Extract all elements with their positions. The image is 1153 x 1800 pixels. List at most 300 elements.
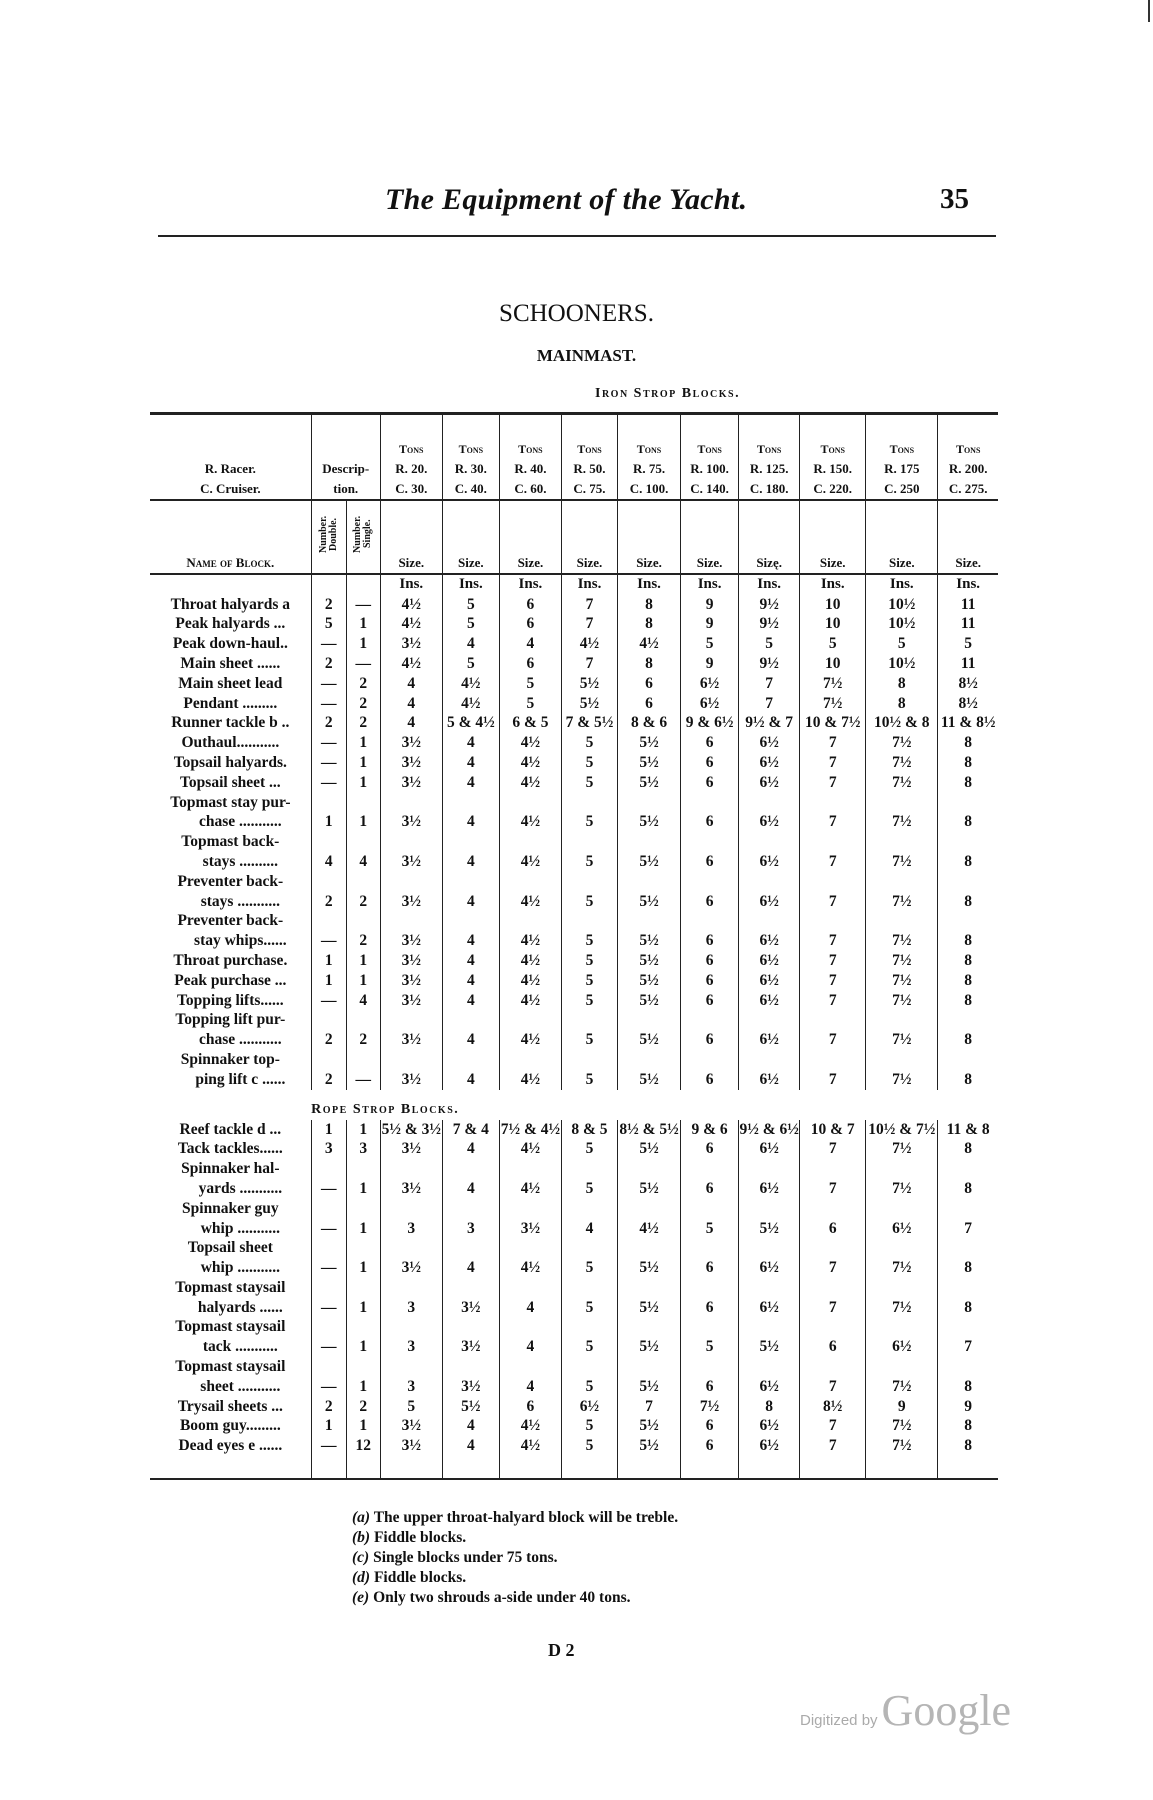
tons-label: Tons: [697, 441, 722, 456]
size-value: 8: [739, 1397, 800, 1417]
number-double: 2: [311, 872, 346, 912]
size-value: 6½: [739, 1416, 800, 1436]
table-row: [150, 694, 998, 714]
number-double: 2: [311, 713, 346, 733]
size-value: 4½: [499, 1010, 561, 1050]
size-value: 4½: [442, 694, 499, 714]
size-value: 6: [681, 1436, 739, 1456]
size-value: 8: [938, 1010, 998, 1050]
size-value: 7: [561, 654, 617, 674]
number-single: 2: [346, 713, 380, 733]
size-value: 4½: [499, 793, 561, 833]
size-value: 11 & 8: [938, 1120, 998, 1140]
number-single: 1: [346, 1159, 380, 1199]
table-row: [150, 634, 998, 654]
number-single: 1: [346, 634, 380, 654]
size-value: 5½: [618, 951, 681, 971]
size-value: 3½: [380, 991, 442, 1011]
empty-cell: [499, 1456, 561, 1479]
empty-cell: [346, 1456, 380, 1479]
legend-racer: R. Racer.: [204, 461, 256, 477]
size-value: 11: [938, 654, 998, 674]
size-value: 9½ & 7: [739, 713, 800, 733]
size-value: 8½ & 5½: [619, 1120, 679, 1138]
size-value: 5½: [618, 911, 681, 951]
legend-header: [150, 414, 311, 501]
tonnage-header: [442, 414, 499, 501]
empty-cell: [800, 1456, 866, 1479]
tonnage-header: [618, 414, 681, 501]
size-value: 7: [739, 694, 800, 714]
size-value: 4½: [499, 1050, 561, 1090]
size-value: 3½: [380, 911, 442, 951]
block-name-line: Topmast staysail: [175, 1278, 286, 1296]
racer-tonnage: R. 175: [884, 461, 920, 477]
size-value: 6 & 5: [499, 713, 561, 733]
size-value: 3: [380, 1278, 442, 1318]
size-value: 4½: [499, 991, 561, 1011]
size-value: 8: [938, 911, 998, 951]
size-value: 7: [800, 1010, 866, 1050]
size-value: 7: [800, 991, 866, 1011]
size-value: 3½: [380, 971, 442, 991]
size-value: 8½: [800, 1397, 866, 1417]
block-name: [150, 1357, 311, 1397]
number-double: 2: [311, 1050, 346, 1090]
block-name: [150, 1050, 311, 1090]
block-name: [150, 793, 311, 833]
size-value: 8: [866, 694, 938, 714]
number-double: 2: [311, 654, 346, 674]
size-value: 5½: [618, 1436, 681, 1456]
block-name-line: Runner tackle b ..: [171, 714, 290, 732]
block-name-line: stay whips......: [194, 932, 287, 950]
number-double: —: [311, 694, 346, 714]
number-single: 2: [346, 694, 380, 714]
size-value: 3½: [380, 1436, 442, 1456]
size-value: 5: [442, 595, 499, 615]
tons-label: Tons: [955, 441, 981, 456]
size-value: 4½: [618, 1199, 681, 1239]
size-value: 7½: [866, 991, 938, 1011]
size-header: Size.: [380, 500, 442, 574]
block-name: [150, 1159, 311, 1199]
size-value: 7: [561, 595, 617, 615]
block-name-line: Spinnaker guy: [182, 1199, 279, 1217]
footnotes: [352, 1508, 678, 1608]
number-single: 1: [346, 971, 380, 991]
size-value: 6½: [866, 1317, 938, 1357]
size-value: 7½: [866, 1159, 938, 1199]
size-value: 3½: [380, 951, 442, 971]
block-name: [150, 911, 311, 951]
size-value: 3½: [380, 1238, 442, 1278]
rope-strop-row: [150, 1090, 998, 1120]
unit-label: Ins.: [681, 574, 739, 595]
size-value: 5: [561, 733, 617, 753]
racer-tonnage: R. 150.: [813, 461, 853, 477]
size-value: 6: [681, 1159, 739, 1199]
size-value: 7: [739, 674, 800, 694]
tonnage-header: [380, 414, 442, 501]
block-name-line: Topsail sheet: [187, 1239, 273, 1257]
tonnage-header: [739, 414, 800, 501]
number-double: —: [311, 773, 346, 793]
size-value: 4½: [499, 753, 561, 773]
size-value: 4: [380, 694, 442, 714]
number-double: —: [311, 1159, 346, 1199]
number-double: —: [311, 1436, 346, 1456]
footnote-text: The upper throat-halyard block will be treble.: [373, 1509, 679, 1526]
size-value: 9½ & 6½: [739, 1120, 799, 1138]
block-name-line: Throat halyards a: [170, 595, 291, 613]
table-row: [150, 1436, 998, 1456]
size-value: 3½: [380, 1139, 442, 1159]
size-value: 6: [681, 951, 739, 971]
size-value: 4: [442, 1436, 499, 1456]
size-value: 7½: [866, 1238, 938, 1278]
size-value: 5: [499, 674, 561, 694]
tons-label: Tons: [577, 441, 602, 456]
size-value: 3½: [380, 634, 442, 654]
size-value: 6: [800, 1317, 866, 1357]
running-title: The Equipment of the Yacht.: [385, 183, 748, 216]
size-value: 8: [618, 654, 681, 674]
size-value: 4: [442, 773, 499, 793]
size-value: 5½: [618, 773, 681, 793]
number-single: 1: [346, 614, 380, 634]
size-value: 5½: [739, 1317, 800, 1357]
size-value: 4: [442, 971, 499, 991]
size-value: 4½: [499, 733, 561, 753]
size-value: 10: [800, 614, 866, 634]
size-value: 4½: [499, 872, 561, 912]
size-value: 5: [681, 1199, 739, 1239]
subsection-title: MAINMAST.: [536, 346, 637, 365]
number-double: 1: [311, 951, 346, 971]
number-single: 1: [346, 951, 380, 971]
racer-tonnage: R. 50.: [573, 461, 606, 477]
table-row: [150, 872, 998, 912]
footnote-key: (d): [352, 1569, 371, 1586]
block-name-line: Outhaul...........: [181, 734, 280, 752]
size-value: 6½: [739, 951, 800, 971]
size-header: Sizę.: [739, 500, 800, 574]
size-value: 5½: [618, 1357, 681, 1397]
tons-label: Tons: [458, 441, 484, 456]
block-name-line: Peak purchase ...: [174, 971, 287, 989]
number-double: —: [311, 911, 346, 951]
size-value: 7: [800, 971, 866, 991]
size-value: 6: [499, 614, 561, 634]
size-value: 5½: [618, 1238, 681, 1278]
size-value: 11: [938, 614, 998, 634]
size-value: 9: [938, 1397, 998, 1417]
table-row: [150, 733, 998, 753]
size-value: 8: [938, 832, 998, 872]
table-row: [150, 773, 998, 793]
blocks-table: [150, 412, 998, 1480]
footnote: [352, 1568, 678, 1588]
cruiser-tonnage: C. 250: [884, 481, 920, 497]
size-value: 4: [442, 634, 499, 654]
tonnage-header: [866, 414, 938, 501]
size-value: 10: [800, 595, 866, 615]
size-value: 7: [938, 1199, 998, 1239]
block-name: [150, 733, 311, 753]
size-value: 8: [938, 1050, 998, 1090]
size-value: 7½: [866, 951, 938, 971]
size-value: 7½: [866, 832, 938, 872]
number-single: 2: [346, 872, 380, 912]
number-single: 1: [346, 1317, 380, 1357]
size-value: 4: [442, 1416, 499, 1436]
size-value: 3½: [380, 793, 442, 833]
size-value: 3½: [442, 1278, 499, 1318]
footnote-text: Single blocks under 75 tons.: [373, 1549, 558, 1566]
block-name-line: Topmast staysail: [175, 1358, 286, 1376]
size-value: 5½: [618, 793, 681, 833]
size-value: 9: [866, 1397, 938, 1417]
size-value: 7: [800, 1416, 866, 1436]
size-value: 10 & 7½: [800, 713, 866, 733]
footnote: [352, 1588, 678, 1608]
size-value: 7½: [800, 694, 866, 714]
block-name-line: Peak halyards ...: [175, 615, 286, 633]
table-row: [150, 1199, 998, 1239]
table-row: [150, 595, 998, 615]
size-value: 5½: [618, 872, 681, 912]
size-value: 6: [681, 773, 739, 793]
size-value: 6: [618, 694, 681, 714]
size-value: 7: [800, 1357, 866, 1397]
size-value: 4: [442, 1139, 499, 1159]
section-title: SCHOONERS.: [499, 300, 654, 327]
size-value: 5: [739, 634, 800, 654]
block-name: [150, 1010, 311, 1050]
size-value: 4½: [499, 1416, 561, 1436]
size-value: 5½: [618, 991, 681, 1011]
block-name: [150, 991, 311, 1011]
number-single: 3: [346, 1139, 380, 1159]
block-name-line: stays ...........: [200, 892, 280, 910]
unit-label: Ins.: [866, 574, 938, 595]
empty-cell: [938, 1456, 998, 1479]
size-value: 4: [499, 1357, 561, 1397]
block-name-line: Topsail sheet ...: [180, 773, 281, 791]
size-value: 4: [499, 1317, 561, 1357]
number-single: 2: [346, 1010, 380, 1050]
cruiser-tonnage: C. 75.: [573, 481, 606, 497]
size-value: 8 & 6: [618, 713, 681, 733]
number-single: 1: [346, 1199, 380, 1239]
size-value: 7½: [866, 1010, 938, 1050]
size-value: 9: [681, 654, 739, 674]
size-value: 4½: [618, 634, 681, 654]
size-value: 3½: [380, 1010, 442, 1050]
number-single: 12: [346, 1436, 380, 1456]
cruiser-tonnage: C. 60.: [514, 481, 547, 497]
block-name-line: Peak down-haul..: [172, 635, 288, 653]
size-value: 4: [499, 1278, 561, 1318]
number-double: 1: [311, 793, 346, 833]
size-value: 6: [499, 654, 561, 674]
size-value: 8: [938, 1238, 998, 1278]
size-value: 7: [800, 1238, 866, 1278]
watermark-prefix: Digitized by: [800, 1712, 878, 1729]
block-name-line: yards ...........: [198, 1179, 283, 1197]
size-value: 7: [561, 614, 617, 634]
size-header: Size.: [866, 500, 938, 574]
table-row: [150, 1139, 998, 1159]
size-value: 3½: [380, 753, 442, 773]
size-value: 4: [442, 733, 499, 753]
size-value: 5: [681, 634, 739, 654]
table-row: [150, 1010, 998, 1050]
size-value: 8: [938, 793, 998, 833]
size-value: 8: [938, 971, 998, 991]
size-value: 5: [561, 1436, 617, 1456]
empty-cell: [380, 1456, 442, 1479]
unit-label: Ins.: [800, 574, 866, 595]
footnote-text: Only two shrouds a-side under 40 tons.: [373, 1589, 631, 1606]
tonnage-header: [681, 414, 739, 501]
size-header: Size.: [442, 500, 499, 574]
size-value: 4: [380, 713, 442, 733]
size-value: 10: [800, 654, 866, 674]
size-value: 6½: [866, 1199, 938, 1239]
size-value: 3½: [380, 1050, 442, 1090]
table-row: [150, 674, 998, 694]
size-value: 7: [800, 733, 866, 753]
size-value: 7½: [866, 1050, 938, 1090]
block-name-line: Reef tackle d ...: [179, 1120, 282, 1138]
size-value: 5½: [618, 832, 681, 872]
size-value: 4: [442, 793, 499, 833]
size-value: 6½: [739, 872, 800, 912]
size-value: 3½: [380, 733, 442, 753]
size-value: 6½: [739, 911, 800, 951]
cruiser-tonnage: C. 275.: [948, 481, 988, 497]
scan-edge-mark: [1148, 0, 1150, 22]
block-name: [150, 1278, 311, 1318]
block-name-line: chase ...........: [199, 813, 282, 831]
size-value: 5: [561, 951, 617, 971]
size-value: 4: [380, 674, 442, 694]
number-single: 2: [346, 911, 380, 951]
size-value: 5½: [618, 1010, 681, 1050]
block-name: [150, 773, 311, 793]
size-value: 5: [561, 1317, 617, 1357]
size-value: 7: [800, 793, 866, 833]
size-value: 10½: [866, 614, 938, 634]
table-row: [150, 614, 998, 634]
size-value: 5: [442, 654, 499, 674]
tons-label: Tons: [756, 441, 782, 456]
block-name-line: Topsail halyards.: [173, 753, 287, 771]
size-value: 7½: [866, 1416, 938, 1436]
size-value: 6: [681, 1139, 739, 1159]
block-name: [150, 872, 311, 912]
size-value: 6½: [739, 1357, 800, 1397]
size-value: 7½: [866, 911, 938, 951]
name-cell: [150, 1090, 311, 1120]
block-name-line: sheet ...........: [200, 1377, 281, 1395]
size-value: 3½: [380, 872, 442, 912]
size-value: 6: [681, 1416, 739, 1436]
size-value: 4½: [499, 911, 561, 951]
size-value: 8: [938, 1416, 998, 1436]
block-name-line: chase ...........: [199, 1031, 282, 1049]
number-double-header: [311, 500, 346, 574]
number-double: —: [311, 733, 346, 753]
size-value: 6½: [739, 1010, 800, 1050]
size-value: 6: [681, 1278, 739, 1318]
unit-label: Ins.: [442, 574, 499, 595]
number-single: 2: [346, 1397, 380, 1417]
number-single: —: [346, 595, 380, 615]
size-value: 7: [800, 1436, 866, 1456]
size-header: Size.: [618, 500, 681, 574]
size-value: 9 & 6: [681, 1120, 739, 1140]
size-value: 6: [681, 1050, 739, 1090]
footnote-text: Fiddle blocks.: [373, 1529, 467, 1546]
block-name-line: stays ..........: [202, 852, 279, 870]
number-single: 4: [346, 832, 380, 872]
size-value: 5: [681, 1317, 739, 1357]
size-value: 8: [938, 872, 998, 912]
size-value: 8: [618, 595, 681, 615]
size-value: 5: [561, 911, 617, 951]
size-value: 5: [561, 1050, 617, 1090]
size-value: 5: [561, 1010, 617, 1050]
size-value: 5: [561, 1416, 617, 1436]
block-name: [150, 1120, 311, 1140]
size-value: 6½: [739, 773, 800, 793]
block-name: [150, 1436, 311, 1456]
size-value: 4: [442, 832, 499, 872]
size-value: 7½ & 4½: [500, 1120, 561, 1138]
footnote: [352, 1508, 678, 1528]
size-value: 4½: [380, 614, 442, 634]
size-value: 5: [499, 694, 561, 714]
size-value: 3: [442, 1199, 499, 1239]
footnote: [352, 1528, 678, 1548]
size-value: 5½: [739, 1199, 800, 1239]
size-value: 8: [938, 1278, 998, 1318]
size-value: 9: [681, 595, 739, 615]
size-value: 4½: [499, 1436, 561, 1456]
footnote-key: (b): [352, 1529, 371, 1546]
size-value: 5½: [618, 1139, 681, 1159]
size-value: 5: [561, 793, 617, 833]
size-value: 4: [442, 951, 499, 971]
racer-tonnage: R. 30.: [454, 461, 487, 477]
cruiser-tonnage: C. 180.: [749, 481, 789, 497]
size-value: 5: [561, 753, 617, 773]
size-value: 4½: [499, 832, 561, 872]
number-double: —: [311, 753, 346, 773]
tons-label: Tons: [636, 441, 662, 456]
table-end-row: [150, 1456, 998, 1479]
block-name: [150, 694, 311, 714]
size-value: 8: [938, 773, 998, 793]
size-value: 7½: [866, 872, 938, 912]
racer-tonnage: R. 125.: [749, 461, 789, 477]
size-value: 6½: [739, 1050, 800, 1090]
number-single: —: [346, 654, 380, 674]
size-value: 4: [561, 1199, 617, 1239]
